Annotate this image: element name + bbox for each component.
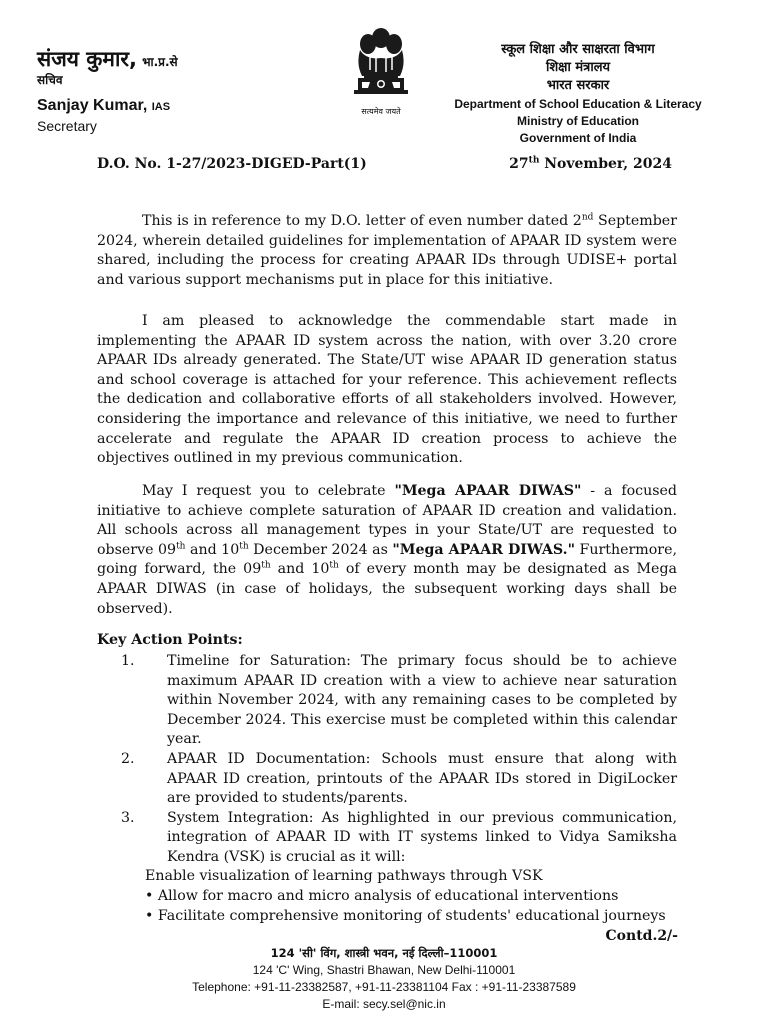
address-english: 124 'C' Wing, Shastri Bhawan, New Delhi-110001	[252, 963, 516, 977]
vsk-benefits-list	[145, 866, 705, 926]
do-number: D.O. No. 1-27/2023-DIGED-Part(1)	[97, 156, 367, 172]
ministry-english-line: Ministry of Education	[516, 114, 639, 128]
address-hindi: 124 'सी' विंग, शास्त्री भवन, नई दिल्ली–110001	[270, 946, 498, 960]
key-action-list	[97, 652, 677, 868]
sender-title-hindi: सचिव	[37, 73, 63, 87]
paragraph-mega-apaar-diwas: May I request you to celebrate "Mega APAAR DIWAS" - a focused initiative to achieve complete saturation of APAAR ID creation and validation. All schools across all management types in your State/UT are requested to observe 09th and 10th December 2024 as "Mega APAAR DIWAS." Furthermore, going forward, the 09th and 10th of every month may be designated as Mega APAAR DIWAS (in case of holidays, the subsequent working days shall be observed).	[97, 483, 677, 617]
telephone-fax: Telephone: +91-11-23382587, +91-11-23381104 Fax : +91-11-23387589	[192, 980, 576, 994]
sender-title-english: Secretary	[37, 118, 97, 134]
paragraph-acknowledgement: I am pleased to acknowledge the commendable start made in implementing the APAAR ID system across the nation, with over 3.20 crore APAAR IDs already generated. The State/UT wise APAAR ID generation status and school coverage is attached for your reference. This achievement reflects the dedication and collaborative efforts of all stakeholders involved. However, considering the importance and relevance of this initiative, we need to further accelerate and regulate the APAAR ID creation process to achieve the objectives outlined in my previous communication.	[97, 313, 677, 467]
list-item: • Facilitate comprehensive monitoring of students' educational journeys	[145, 908, 666, 924]
list-item: 3. System Integration: As highlighted in our previous communication, integration of APAAR ID with IT systems linked to Vidya Samiksha Kendra (VSK) is crucial as it will:	[121, 809, 677, 865]
government-english-line: Government of India	[519, 131, 637, 145]
department-block	[428, 41, 728, 147]
continued-marker: Contd.2/-	[605, 928, 678, 944]
ministry-hindi-line: शिक्षा मंत्रालय	[545, 60, 611, 75]
dept-hindi-line: स्कूल शिक्षा और साक्षरता विभाग	[501, 42, 655, 57]
emblem-motto: सत्यमेव जयते	[361, 107, 401, 116]
paragraph-reference: This is in reference to my D.O. letter of even number dated 2nd September 2024, wherein detailed guidelines for implementation of APAAR ID system were shared, including the process for creating APAAR IDs through UDISE+ portal and various support mechanisms put in place for this initiative.	[97, 212, 677, 288]
footer-address	[0, 945, 768, 1013]
list-item: 1. Timeline for Saturation: The primary focus should be to achieve maximum APAAR ID creation with a view to achieve near saturation within November 2024, with any remaining cases to be completed by December 2024. This exercise must be completed within this calendar year.	[121, 653, 677, 748]
government-hindi-line: भारत सरकार	[546, 78, 610, 93]
emblem-icon	[346, 24, 416, 106]
dept-english-line: Department of School Education & Literacy	[454, 97, 702, 111]
key-action-points-heading: Key Action Points:	[97, 632, 243, 648]
list-item: 2. APAAR ID Documentation: Schools must ensure that along with APAAR ID creation, printouts of the APAAR IDs stored in DigiLocker are provided to students/parents.	[121, 750, 677, 807]
national-emblem	[346, 24, 416, 122]
email-address: E-mail: secy.sel@nic.in	[322, 997, 446, 1011]
sender-name-english: Sanjay Kumar, IAS	[37, 97, 171, 114]
list-item: • Allow for macro and micro analysis of educational interventions	[145, 888, 619, 904]
letter-date: 27th November, 2024	[509, 155, 672, 172]
list-item: Enable visualization of learning pathways through VSK	[145, 868, 543, 884]
sender-name-hindi: संजय कुमार, भा.प्र.से	[37, 47, 178, 71]
